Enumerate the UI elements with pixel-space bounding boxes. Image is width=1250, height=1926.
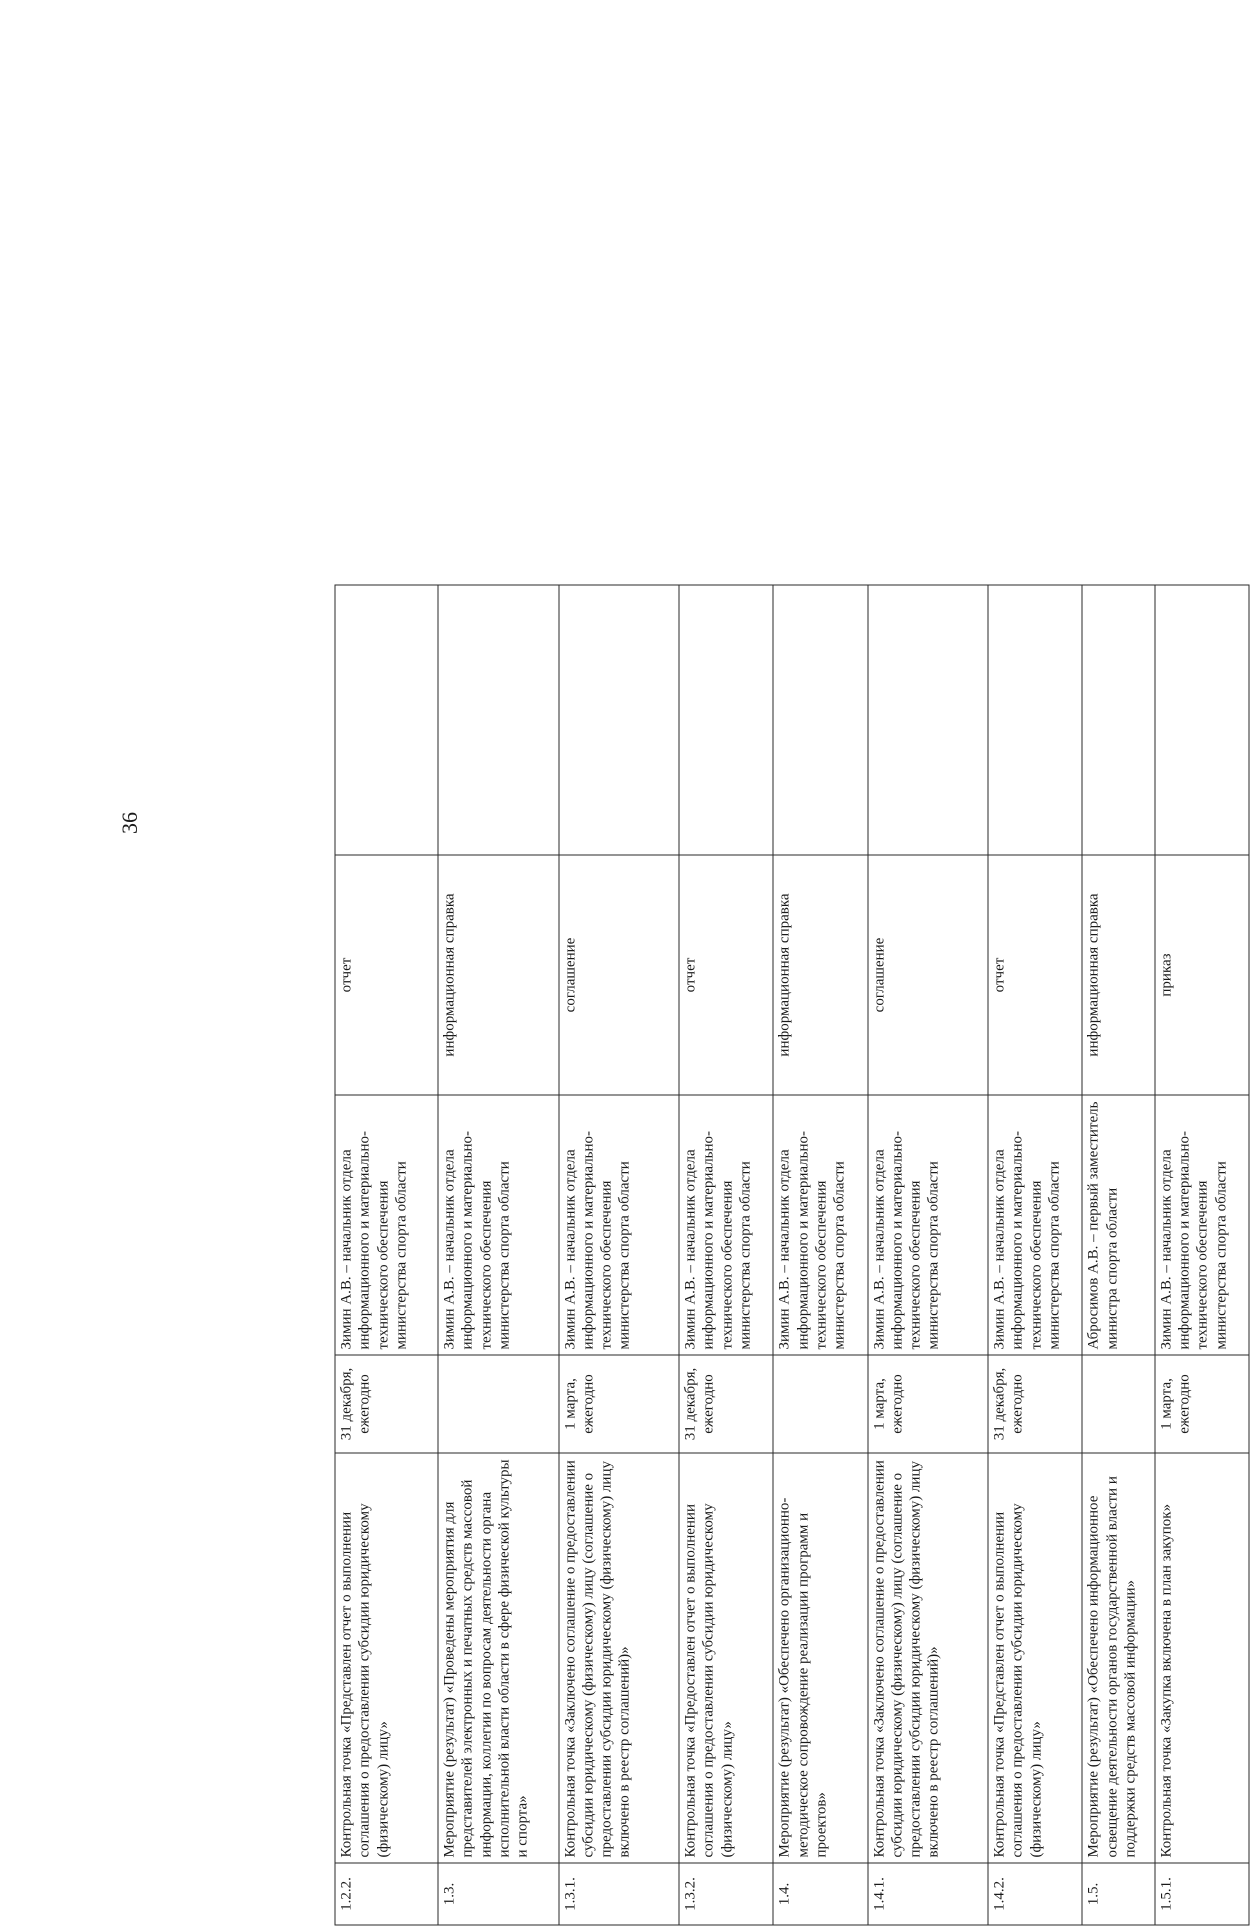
row-document: информационная справка	[773, 855, 867, 1095]
row-date: 31 декабря, ежегодно	[988, 1355, 1082, 1453]
row-date: 1 марта, ежегодно	[1155, 1355, 1249, 1453]
row-date: 1 марта, ежегодно	[868, 1355, 989, 1453]
row-document: информационная справка	[1082, 855, 1154, 1095]
row-extra	[679, 585, 773, 855]
row-responsible: Зимин А.В. – начальник отдела информационного и материально-технического обеспечения министерства спорта области	[559, 1095, 680, 1355]
row-name: Мероприятие (результат) «Обеспечено информационное освещение деятельности органов государственной власти и поддержки средств массовой информации»	[1082, 1453, 1154, 1863]
table-row	[773, 585, 867, 1925]
row-extra	[438, 585, 559, 855]
row-responsible: Зимин А.В. – начальник отдела информационного и материально-технического обеспечения министерства спорта области	[1155, 1095, 1249, 1355]
row-document: соглашение	[559, 855, 680, 1095]
row-number: 1.4.2.	[988, 1863, 1082, 1925]
row-date	[773, 1355, 867, 1453]
page-number: 36	[117, 812, 142, 834]
row-extra	[1155, 585, 1249, 855]
row-responsible: Зимин А.В. – начальник отдела информационного и материально-технического обеспечения министерства спорта области	[438, 1095, 559, 1355]
row-date	[1082, 1355, 1154, 1453]
row-document: информационная справка	[438, 855, 559, 1095]
row-document: отчет	[988, 855, 1082, 1095]
row-responsible: Зимин А.В. – начальник отдела информационного и материально-технического обеспечения министерства спорта области	[679, 1095, 773, 1355]
row-number: 1.4.	[773, 1863, 867, 1925]
row-date: 1 марта, ежегодно	[559, 1355, 680, 1453]
row-name: Контрольная точка «Заключено соглашение о предоставлении субсидии юридическому (физическому) лицу (соглашение о предоставлении субсидии юридическому (физическому) лицу включено в реестр соглашений)»	[868, 1453, 989, 1863]
table-row	[438, 585, 559, 1925]
row-name: Контрольная точка «Представлен отчет о выполнении соглашения о предоставлении субсидии юридическому (физическому) лицу»	[335, 1453, 438, 1863]
table-row	[1155, 585, 1249, 1925]
row-number: 1.2.2.	[335, 1863, 438, 1925]
row-date: 31 декабря, ежегодно	[679, 1355, 773, 1453]
row-name: Контрольная точка «Закупка включена в план закупок»	[1155, 1453, 1249, 1863]
row-number: 1.3.2.	[679, 1863, 773, 1925]
row-number: 1.3.1.	[559, 1863, 680, 1925]
row-name: Мероприятие (результат) «Проведены мероприятия для представителей электронных и печатных средств массовой информации, коллегии по вопросам деятельности органа исполнительной власти области в сфере физической культуры и спорта»	[438, 1453, 559, 1863]
table-row	[1082, 585, 1154, 1925]
row-name: Контрольная точка «Предоставлен отчет о выполнении соглашения о предоставлении субсидии юридическому (физическому) лицу»	[679, 1453, 773, 1863]
row-document: приказ	[1155, 855, 1249, 1095]
row-responsible: Абросимов А.В. – первый заместитель министра спорта области	[1082, 1095, 1154, 1355]
table-row	[868, 585, 989, 1925]
row-responsible: Зимин А.В. – начальник отдела информационного и материально-технического обеспечения министерства спорта области	[988, 1095, 1082, 1355]
row-number: 1.4.1.	[868, 1863, 989, 1925]
row-name: Контрольная точка «Представлен отчет о выполнении соглашения о предоставлении субсидии юридическому (физическому) лицу»	[988, 1453, 1082, 1863]
row-extra	[868, 585, 989, 855]
row-date: 31 декабря, ежегодно	[335, 1355, 438, 1453]
row-extra	[1082, 585, 1154, 855]
row-number: 1.5.1.	[1155, 1863, 1249, 1925]
plan-table	[335, 585, 1250, 1926]
rotated-table-wrapper	[335, 586, 1250, 1926]
table-row	[988, 585, 1082, 1925]
row-extra	[773, 585, 867, 855]
row-document: отчет	[335, 855, 438, 1095]
row-extra	[559, 585, 680, 855]
row-responsible: Зимин А.В. – начальник отдела информационного и материально-технического обеспечения министерства спорта области	[773, 1095, 867, 1355]
row-number: 1.3.	[438, 1863, 559, 1925]
table-row	[335, 585, 438, 1925]
row-document: соглашение	[868, 855, 989, 1095]
row-name: Мероприятие (результат) «Обеспечено организационно-методическое сопровождение реализации программ и проектов»	[773, 1453, 867, 1863]
table-row	[559, 585, 680, 1925]
row-extra	[335, 585, 438, 855]
row-responsible: Зимин А.В. – начальник отдела информационного и материально-технического обеспечения министерства спорта области	[335, 1095, 438, 1355]
table-row	[679, 585, 773, 1925]
row-responsible: Зимин А.В. – начальник отдела информационного и материально-технического обеспечения министерства спорта области	[868, 1095, 989, 1355]
row-name: Контрольная точка «Заключено соглашение о предоставлении субсидии юридическому (физическому) лицу (соглашение о предоставлении субсидии юридическому (физическому) лицу включено в реестр соглашений)»	[559, 1453, 680, 1863]
row-document: отчет	[679, 855, 773, 1095]
row-number: 1.5.	[1082, 1863, 1154, 1925]
row-extra	[988, 585, 1082, 855]
row-date	[438, 1355, 559, 1453]
